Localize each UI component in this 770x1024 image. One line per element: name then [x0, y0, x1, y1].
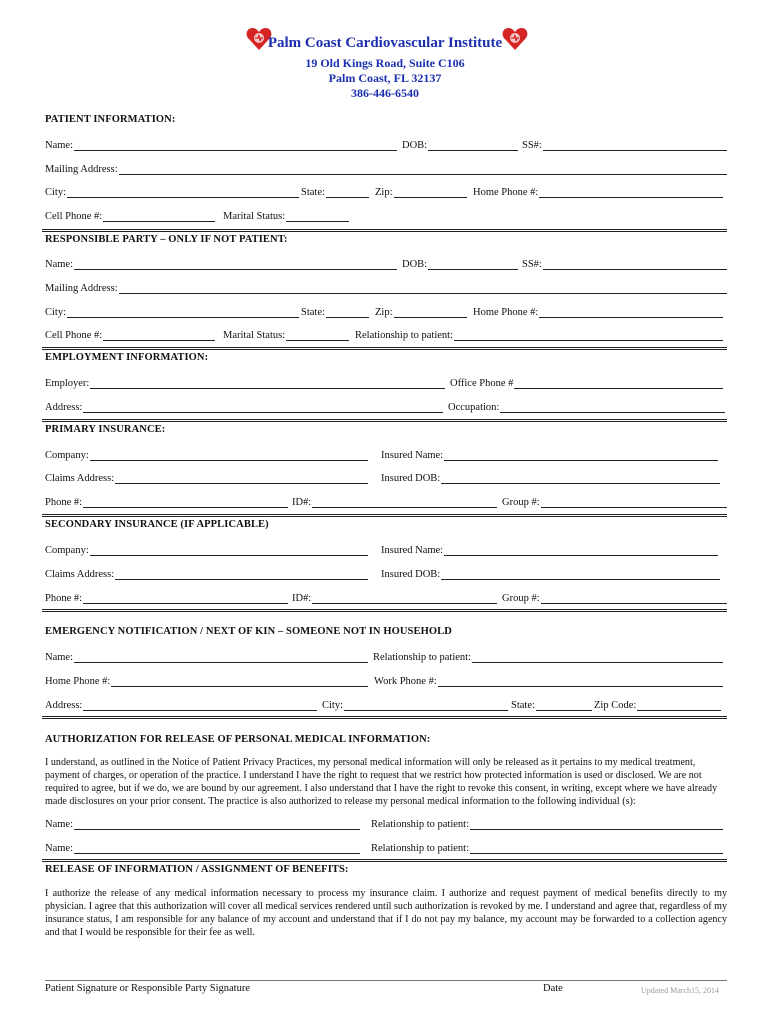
patient-dob-field[interactable]: [402, 138, 518, 151]
field-label: Relationship to patient:: [373, 652, 471, 663]
field-label: Name:: [45, 140, 73, 151]
employment-row-address: [45, 400, 727, 414]
responsible-relationship-field[interactable]: [355, 328, 723, 341]
field-label: Occupation:: [448, 402, 500, 413]
primary-insured-name-field[interactable]: [381, 448, 718, 461]
employer-address-field[interactable]: [45, 400, 443, 413]
responsible-state-field[interactable]: [301, 305, 369, 318]
emergency-heading: EMERGENCY NOTIFICATION / NEXT OF KIN – SOMEONE NOT IN HOUSEHOLD: [45, 626, 452, 637]
responsible-party-heading: RESPONSIBLE PARTY – ONLY IF NOT PATIENT:: [45, 234, 288, 245]
clinic-phone: 386-446-6540: [351, 86, 419, 100]
field-label: Claims Address:: [45, 473, 115, 484]
field-label: Work Phone #:: [374, 676, 437, 687]
field-label: Zip:: [375, 307, 393, 318]
field-label: Company:: [45, 545, 89, 556]
section-divider: [42, 859, 727, 862]
signature-label: Patient Signature or Responsible Party Signature: [45, 983, 251, 994]
secondary-insurance-heading: SECONDARY INSURANCE (IF APPLICABLE): [45, 519, 269, 530]
clinic-name: Palm Coast Cardiovascular Institute: [267, 35, 503, 51]
signature-line[interactable]: [45, 980, 727, 981]
field-label: State:: [301, 187, 325, 198]
field-label: Name:: [45, 259, 73, 270]
field-label: Zip Code:: [594, 700, 637, 711]
field-label: ID#:: [292, 593, 312, 604]
patient-name-field[interactable]: [45, 138, 397, 151]
emergency-row-address: [45, 698, 727, 712]
field-label: Home Phone #:: [45, 676, 111, 687]
field-label: Office Phone #: [450, 378, 514, 389]
responsible-row-cell: [45, 328, 727, 342]
emergency-home-phone-field[interactable]: [45, 674, 368, 687]
field-label: Name:: [45, 652, 73, 663]
emergency-city-field[interactable]: [322, 698, 508, 711]
release-heading: RELEASE OF INFORMATION / ASSIGNMENT OF BENEFITS:: [45, 864, 349, 875]
release-text: I authorize the release of any medical information necessary to process my insurance claim. I authorize and request payment of medical benefits directly to my physician. I agree that this authorization will cover all medical services rendered until such authorization is revoked by me. I understand and agree that, regardless of my insurance status, I am responsible for any balance of my account and understand that if I do not pay my balance, my account may be forwarded to a collection agency and that I would be responsible for their fee as well.: [45, 888, 727, 938]
field-label: Relationship to patient:: [371, 819, 469, 830]
secondary-row-claims: [45, 567, 727, 581]
primary-row-company: [45, 448, 727, 462]
authorization-row-1: [45, 817, 727, 831]
occupation-field[interactable]: [448, 400, 725, 413]
emergency-work-phone-field[interactable]: [374, 674, 723, 687]
primary-insurance-heading: PRIMARY INSURANCE:: [45, 424, 166, 435]
primary-id-field[interactable]: [292, 495, 497, 508]
authorization-row-2: [45, 841, 727, 855]
secondary-claims-address-field[interactable]: [45, 567, 368, 580]
employment-row-employer: [45, 376, 727, 390]
section-divider: [42, 514, 727, 517]
office-phone-field[interactable]: [450, 376, 723, 389]
secondary-phone-field[interactable]: [45, 591, 288, 604]
field-label: Name:: [45, 843, 73, 854]
field-label: Phone #:: [45, 497, 83, 508]
field-label: Employer:: [45, 378, 90, 389]
field-label: Address:: [45, 402, 83, 413]
responsible-row-city: [45, 305, 727, 319]
responsible-cell-field[interactable]: [45, 328, 215, 341]
field-label: Cell Phone #:: [45, 330, 103, 341]
field-label: Mailing Address:: [45, 283, 118, 294]
authorized-relationship-field-2[interactable]: [371, 841, 723, 854]
responsible-zip-field[interactable]: [375, 305, 467, 318]
primary-insured-dob-field[interactable]: [381, 471, 720, 484]
patient-row-cell: [45, 209, 727, 223]
patient-row-mailing: [45, 162, 727, 176]
field-label: Insured DOB:: [381, 569, 441, 580]
patient-row-city: [45, 185, 727, 199]
patient-marital-field[interactable]: [223, 209, 349, 222]
patient-state-field[interactable]: [301, 185, 369, 198]
responsible-name-field[interactable]: [45, 257, 397, 270]
responsible-marital-field[interactable]: [223, 328, 349, 341]
secondary-row-company: [45, 543, 727, 557]
patient-info-heading: PATIENT INFORMATION:: [45, 114, 176, 125]
field-label: Address:: [45, 700, 83, 711]
patient-home-phone-field[interactable]: [473, 185, 723, 198]
section-divider: [42, 229, 727, 232]
primary-phone-field[interactable]: [45, 495, 288, 508]
responsible-row-mailing: [45, 281, 727, 295]
employment-heading: EMPLOYMENT INFORMATION:: [45, 352, 209, 363]
emergency-name-field[interactable]: [45, 650, 368, 663]
field-label: DOB:: [402, 140, 428, 151]
primary-row-claims: [45, 471, 727, 485]
section-divider: [42, 347, 727, 350]
field-label: Company:: [45, 450, 89, 461]
field-label: City:: [45, 307, 67, 318]
field-label: Group #:: [502, 593, 540, 604]
updated-note: Updated March15, 2014: [641, 986, 719, 995]
section-divider: [42, 419, 727, 422]
authorization-heading: AUTHORIZATION FOR RELEASE OF PERSONAL MEDICAL INFORMATION:: [45, 734, 431, 745]
emergency-state-field[interactable]: [511, 698, 592, 711]
responsible-ss-field[interactable]: [522, 257, 727, 270]
secondary-row-phone: [45, 591, 727, 605]
field-label: Relationship to patient:: [355, 330, 453, 341]
field-label: City:: [45, 187, 67, 198]
clinic-address-line2: Palm Coast, FL 32137: [328, 71, 442, 85]
emergency-row-phone: [45, 674, 727, 688]
primary-group-field[interactable]: [502, 495, 727, 508]
patient-mailing-field[interactable]: [45, 162, 727, 175]
emergency-row-name: [45, 650, 727, 664]
field-label: State:: [511, 700, 535, 711]
field-label: Home Phone #:: [473, 307, 539, 318]
field-label: Name:: [45, 819, 73, 830]
emergency-relationship-field[interactable]: [373, 650, 723, 663]
field-label: Marital Status:: [223, 211, 286, 222]
patient-ss-field[interactable]: [522, 138, 727, 151]
field-label: SS#:: [522, 140, 542, 151]
field-label: SS#:: [522, 259, 542, 270]
secondary-group-field[interactable]: [502, 591, 727, 604]
primary-row-phone: [45, 495, 727, 509]
field-label: Insured Name:: [381, 545, 444, 556]
field-label: State:: [301, 307, 325, 318]
authorized-relationship-field-1[interactable]: [371, 817, 723, 830]
field-label: Cell Phone #:: [45, 211, 103, 222]
authorized-name-field-2[interactable]: [45, 841, 360, 854]
field-label: Insured Name:: [381, 450, 444, 461]
field-label: Zip:: [375, 187, 393, 198]
primary-claims-address-field[interactable]: [45, 471, 368, 484]
field-label: Group #:: [502, 497, 540, 508]
secondary-company-field[interactable]: [45, 543, 368, 556]
field-label: Insured DOB:: [381, 473, 441, 484]
clinic-address-line1: 19 Old Kings Road, Suite C106: [305, 56, 465, 70]
field-label: ID#:: [292, 497, 312, 508]
secondary-insured-name-field[interactable]: [381, 543, 718, 556]
field-label: Home Phone #:: [473, 187, 539, 198]
responsible-mailing-field[interactable]: [45, 281, 727, 294]
field-label: City:: [322, 700, 344, 711]
authorized-name-field-1[interactable]: [45, 817, 360, 830]
secondary-id-field[interactable]: [292, 591, 497, 604]
field-label: Marital Status:: [223, 330, 286, 341]
patient-city-field[interactable]: [45, 185, 299, 198]
authorization-text: I understand, as outlined in the Notice of Patient Privacy Practices, my personal medical information will only be released as it pertains to my medical treatment, payment of charges, or operation of the practice. I understand I have the right to request that we restrict how protected information is used or disclosed. We are not required to agree, but if we do, we are bound by our agreement. I also understand that I have the right to revoke this consent, in writing, except where we have already made disclosures on your prior consent. The practice is also authorized to release my personal medical information to the following individual (s):: [45, 757, 718, 807]
responsible-city-field[interactable]: [45, 305, 299, 318]
field-label: Claims Address:: [45, 569, 115, 580]
patient-row-name: [45, 138, 727, 152]
field-label: Relationship to patient:: [371, 843, 469, 854]
emergency-address-field[interactable]: [45, 698, 317, 711]
primary-company-field[interactable]: [45, 448, 368, 461]
secondary-insured-dob-field[interactable]: [381, 567, 720, 580]
section-divider: [42, 716, 727, 719]
responsible-row-name: [45, 257, 727, 271]
emergency-zip-field[interactable]: [594, 698, 721, 711]
responsible-dob-field[interactable]: [402, 257, 518, 270]
employer-field[interactable]: [45, 376, 445, 389]
field-label: DOB:: [402, 259, 428, 270]
section-divider: [42, 609, 727, 612]
patient-zip-field[interactable]: [375, 185, 467, 198]
field-label: Mailing Address:: [45, 164, 118, 175]
field-label: Phone #:: [45, 593, 83, 604]
date-label: Date: [543, 983, 563, 994]
responsible-home-phone-field[interactable]: [473, 305, 723, 318]
patient-cell-field[interactable]: [45, 209, 215, 222]
